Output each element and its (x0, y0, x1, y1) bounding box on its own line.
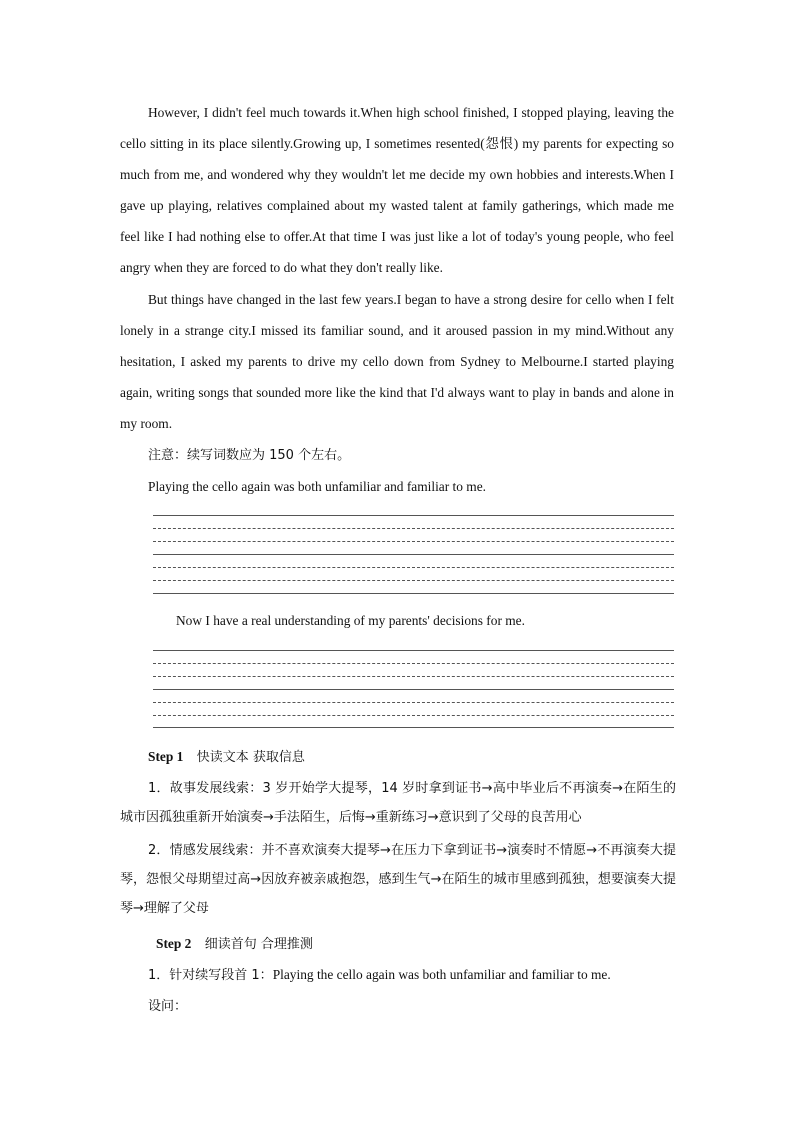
answer-line (153, 580, 674, 581)
answer-line (153, 567, 674, 568)
step2-label: Step 2 (156, 936, 192, 951)
answer-line (153, 663, 674, 664)
answer-line (153, 702, 674, 703)
step2-heading (156, 934, 313, 955)
continuation-prompt-1: Playing the cello again was both unfamiliar and familiar to me. (148, 479, 487, 494)
answer-line (153, 650, 674, 651)
step1-item-1: 1．故事发展线索：3 岁开始学大提琴，14 岁时拿到证书→高中毕业后不再演奏→在陌生的城市因孤独重新开始演奏→手法陌生，后悔→重新练习→意识到了父母的良苦用心 (120, 781, 676, 825)
answer-line (153, 593, 674, 594)
step1-item-2: 2．情感发展线索：并不喜欢演奏大提琴→在压力下拿到证书→演奏时不情愿→不再演奏大提琴，怨恨父母期望过高→因放弃被亲戚抱怨，感到生气→在陌生的城市里感到孤独，想要演奏大提琴→理解了父母 (120, 843, 676, 916)
answer-line (153, 676, 674, 677)
step1-heading (148, 747, 305, 768)
passage-paragraph-1: However, I didn't feel much towards it.When high school finished, I stopped playing, leaving the cello sitting in its place silently.Growing up, I sometimes resented(怨恨) my parents for expecting so much from me, and wondered why they wouldn't let me decide my own hobbies and interests.When I gave up playing, relatives complained about my wasted talent at family gatherings, which made me feel like I had nothing else to offer.At that time I was just like a lot of today's young people, who feel angry when they are forced to do what they don't really like. (120, 105, 674, 275)
step1-label: Step 1 (148, 749, 184, 764)
step1-title: 快读文本 获取信息 (196, 750, 305, 765)
answer-line (153, 727, 674, 728)
answer-line (153, 541, 674, 542)
answer-line (153, 689, 674, 690)
step2-item-1-prefix: 1．针对续写段首 1： (148, 968, 273, 983)
step2-item-1-text: Playing the cello again was both unfamiliar and familiar to me. (272, 967, 611, 982)
passage-paragraph-2: But things have changed in the last few years.I began to have a strong desire for cello when I felt lonely in a strange city.I missed its familiar sound, and it aroused passion in my mind.Without any hesitation, I asked my parents to drive my cello down from Sydney to Melbourne.I started playing again, writing songs that sounded more like the kind that I'd always want to play in bands and alone in my room. (120, 292, 674, 431)
step2-title: 细读首句 合理推测 (204, 937, 313, 952)
word-count-note: 注意：续写词数应为 150 个左右。 (148, 448, 351, 463)
step2-item-1 (148, 965, 611, 986)
answer-line (153, 528, 674, 529)
answer-line (153, 515, 674, 516)
answer-line (153, 715, 674, 716)
answer-line (153, 554, 674, 555)
continuation-prompt-2: Now I have a real understanding of my parents' decisions for me. (176, 613, 525, 628)
question-label: 设问： (148, 999, 188, 1014)
